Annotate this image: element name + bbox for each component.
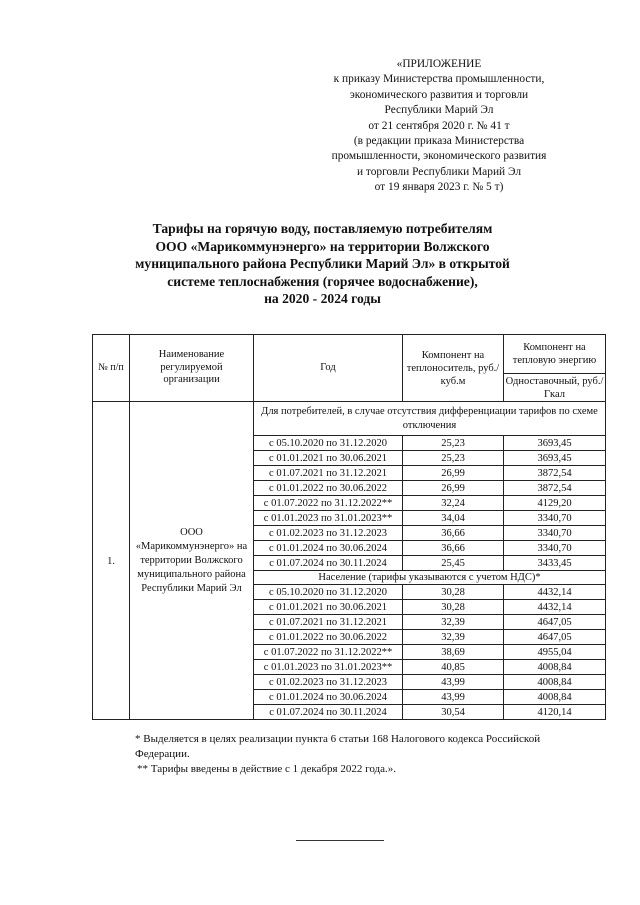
carrier-value: 26,99 bbox=[403, 481, 504, 496]
energy-value: 3340,70 bbox=[504, 541, 606, 556]
energy-value: 4008,84 bbox=[504, 660, 606, 675]
carrier-value: 32,24 bbox=[403, 496, 504, 511]
period-cell: с 01.02.2023 по 31.12.2023 bbox=[254, 526, 403, 541]
period-cell: с 01.01.2021 по 30.06.2021 bbox=[254, 451, 403, 466]
carrier-value: 36,66 bbox=[403, 526, 504, 541]
appendix-line: и торговли Республики Марий Эл bbox=[356, 165, 522, 178]
table-body bbox=[93, 402, 606, 720]
period-cell: с 01.01.2024 по 30.06.2024 bbox=[254, 690, 403, 705]
header-org: Наименование регулируемой организации bbox=[130, 335, 254, 402]
period-cell: с 01.01.2022 по 30.06.2022 bbox=[254, 481, 403, 496]
header-num: № п/п bbox=[93, 335, 130, 402]
title-line: муниципального района Республики Марий Эл» в открытой bbox=[135, 256, 510, 272]
row-number: 1. bbox=[93, 402, 130, 720]
carrier-value: 38,69 bbox=[403, 645, 504, 660]
energy-value: 3340,70 bbox=[504, 526, 606, 541]
title-line: ООО «Марикоммунэнерго» на территории Волжского bbox=[155, 238, 490, 254]
document-title bbox=[105, 220, 540, 308]
period-cell: с 01.07.2022 по 31.12.2022** bbox=[254, 645, 403, 660]
section-population: Население (тарифы указываются с учетом НДС)* bbox=[254, 571, 606, 585]
energy-value: 3340,70 bbox=[504, 511, 606, 526]
appendix-line: промышленности, экономического развития bbox=[331, 150, 547, 163]
footnote-1: * Выделяется в целях реализации пункта 6 статьи 168 Налогового кодекса Российской Федерации. bbox=[135, 733, 541, 760]
energy-value: 4008,84 bbox=[504, 675, 606, 690]
energy-value: 3872,54 bbox=[504, 481, 606, 496]
title-line: Тарифы на горячую воду, поставляемую потребителям bbox=[152, 221, 493, 236]
appendix-line: «ПРИЛОЖЕНИЕ bbox=[396, 58, 482, 70]
energy-value: 4647,05 bbox=[504, 615, 606, 630]
appendix-line: от 19 января 2023 г. № 5 т) bbox=[374, 181, 504, 194]
appendix-line: экономического развития и торговли bbox=[349, 88, 529, 101]
appendix-line: к приказу Министерства промышленности, bbox=[333, 73, 545, 86]
title-line: системе теплоснабжения (горячее водоснабжение), bbox=[167, 273, 478, 289]
carrier-value: 40,85 bbox=[403, 660, 504, 675]
header-energy: Компонент на тепловую энергию bbox=[504, 335, 606, 374]
period-cell: с 01.02.2023 по 31.12.2023 bbox=[254, 675, 403, 690]
appendix-line: Республики Марий Эл bbox=[384, 104, 494, 117]
appendix-block bbox=[305, 57, 573, 196]
appendix-line: от 21 сентября 2020 г. № 41 т bbox=[368, 119, 510, 132]
carrier-value: 43,99 bbox=[403, 690, 504, 705]
carrier-value: 26,99 bbox=[403, 466, 504, 481]
carrier-value: 34,04 bbox=[403, 511, 504, 526]
carrier-value: 36,66 bbox=[403, 541, 504, 556]
carrier-value: 25,23 bbox=[403, 451, 504, 466]
header-row bbox=[93, 335, 606, 374]
period-cell: с 01.07.2022 по 31.12.2022** bbox=[254, 496, 403, 511]
carrier-value: 30,28 bbox=[403, 600, 504, 615]
carrier-value: 25,23 bbox=[403, 436, 504, 451]
period-cell: с 05.10.2020 по 31.12.2020 bbox=[254, 436, 403, 451]
header-carrier: Компонент на теплоноситель, руб./куб.м bbox=[403, 335, 504, 402]
period-cell: с 01.07.2021 по 31.12.2021 bbox=[254, 466, 403, 481]
period-cell: с 01.01.2024 по 30.06.2024 bbox=[254, 541, 403, 556]
carrier-value: 43,99 bbox=[403, 675, 504, 690]
carrier-value: 30,54 bbox=[403, 705, 504, 720]
carrier-value: 32,39 bbox=[403, 630, 504, 645]
appendix-line: (в редакции приказа Министерства bbox=[353, 135, 525, 148]
energy-value: 3872,54 bbox=[504, 466, 606, 481]
period-cell: с 01.01.2023 по 31.01.2023** bbox=[254, 511, 403, 526]
header-energy-single-rate: Одноставочный, руб./Гкал bbox=[504, 374, 606, 402]
energy-value: 3693,45 bbox=[504, 436, 606, 451]
period-cell: с 01.07.2024 по 30.11.2024 bbox=[254, 556, 403, 571]
energy-value: 4008,84 bbox=[504, 690, 606, 705]
period-cell: с 01.01.2023 по 31.01.2023** bbox=[254, 660, 403, 675]
energy-value: 3693,45 bbox=[504, 451, 606, 466]
section-consumers: Для потребителей, в случае отсутствия дифференциации тарифов по схеме отключения bbox=[254, 402, 606, 436]
period-cell: с 05.10.2020 по 31.12.2020 bbox=[254, 585, 403, 600]
period-cell: с 01.01.2022 по 30.06.2022 bbox=[254, 630, 403, 645]
organization-name: ООО «Марикоммунэнерго» на территории Волжского муниципального района Республики Марий Эл bbox=[130, 402, 254, 720]
energy-value: 4955,04 bbox=[504, 645, 606, 660]
separator-line bbox=[296, 840, 384, 841]
section-row-consumers bbox=[93, 402, 606, 436]
footnotes bbox=[135, 732, 585, 777]
footnote-2: ** Тарифы введены в действие с 1 декабря 2022 года.». bbox=[137, 763, 396, 775]
header-year: Год bbox=[254, 335, 403, 402]
carrier-value: 25,45 bbox=[403, 556, 504, 571]
title-line: на 2020 - 2024 годы bbox=[264, 291, 381, 307]
carrier-value: 30,28 bbox=[403, 585, 504, 600]
energy-value: 3433,45 bbox=[504, 556, 606, 571]
tariffs-table bbox=[92, 334, 606, 720]
energy-value: 4647,05 bbox=[504, 630, 606, 645]
energy-value: 4129,20 bbox=[504, 496, 606, 511]
energy-value: 4120,14 bbox=[504, 705, 606, 720]
carrier-value: 32,39 bbox=[403, 615, 504, 630]
period-cell: с 01.07.2021 по 31.12.2021 bbox=[254, 615, 403, 630]
period-cell: с 01.07.2024 по 30.11.2024 bbox=[254, 705, 403, 720]
energy-value: 4432,14 bbox=[504, 600, 606, 615]
energy-value: 4432,14 bbox=[504, 585, 606, 600]
period-cell: с 01.01.2021 по 30.06.2021 bbox=[254, 600, 403, 615]
